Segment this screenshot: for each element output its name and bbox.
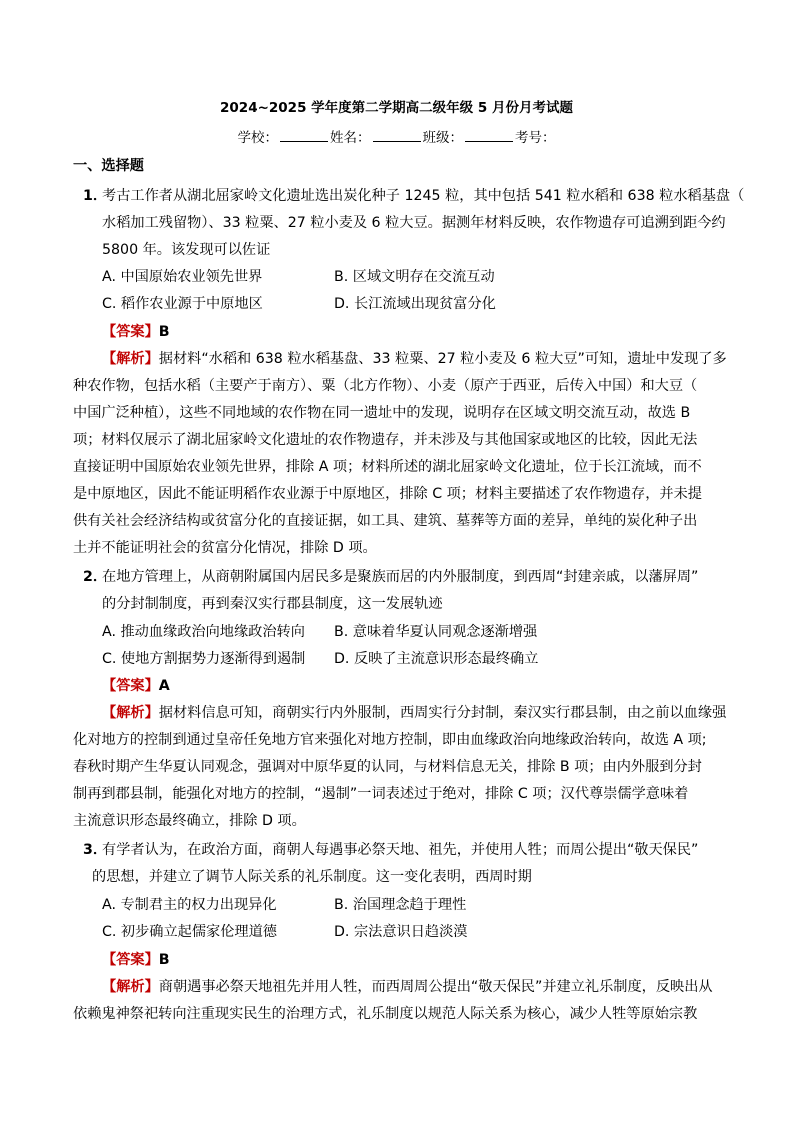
q3-option-b: B. 治国理念趋于理性: [334, 897, 467, 913]
q1-stem-line-1: 考古工作者从湖北屈家岭文化遗址选出炭化种子 1245 粒，其中包括 541 粒水稻和 638 粒水稻基盘（: [102, 188, 745, 204]
school-blank[interactable]: [280, 127, 328, 142]
q1-explanation-line-5: 直接证明中国原始农业领先世界，排除 A 项；材料所述的湖北屈家岭文化遗址，位于长江流域，而不: [73, 459, 702, 475]
q1-explanation-line-3: 中国广泛种植），这些不同地域的农作物在同一遗址中的发现，说明存在区域文明交流互动，故选 B: [73, 405, 691, 421]
q1-option-c: C. 稻作农业源于中原地区: [102, 296, 263, 312]
q3-explanation-line-1: [102, 977, 713, 997]
q2-number: 2．: [83, 569, 108, 585]
q3-stem-line-1: 有学者认为，在政治方面，商朝人每遇事必祭天地、祖先，并使用人牲；而周公提出“敬天保民”: [102, 842, 699, 858]
answer-label: 【答案】: [102, 678, 159, 694]
q1-explanation-line-4: 项；材料仅展示了湖北屈家岭文化遗址的农作物遗存，并未涉及与其他国家或地区的比较，因此无法: [73, 432, 698, 448]
answer-label: 【答案】: [102, 324, 159, 340]
q1-explanation-line-2: 种农作物，包括水稻（主要产于南方）、粟（北方作物）、小麦（原产于西亚，后传入中国）和大豆（: [73, 378, 698, 394]
q1-option-a: A. 中国原始农业领先世界: [102, 269, 263, 285]
q3-stem-line-2: 的思想，并建立了调节人际关系的礼乐制度。这一变化表明，西周时期: [92, 869, 532, 885]
explanation-label: 【解析】: [102, 705, 159, 721]
name-label: 姓名：: [330, 130, 371, 146]
q1-explanation-line-7: 供有关社会经济结构或贫富分化的直接证据，如工具、建筑、墓葬等方面的差异，单纯的炭化种子出: [73, 513, 698, 529]
q2-explanation-line-2: 化对地方的控制到通过皇帝任免地方官来强化对地方控制，即由血缘政治向地缘政治转向，故选 A 项;: [73, 732, 707, 748]
q3-explanation-line-2: 依赖鬼神祭祀转向注重现实民生的治理方式，礼乐制度以规范人际关系为核心，减少人牲等原始宗教: [73, 1006, 698, 1022]
q1-explanation-line-1: [102, 349, 727, 369]
answer-value: B: [158, 324, 170, 340]
q1-answer: [102, 322, 170, 342]
explanation-text: 据材料信息可知，商朝实行内外服制，西周实行分封制，秦汉实行郡县制，由之前以血缘强: [158, 705, 727, 721]
q1-option-b: B. 区域文明存在交流互动: [334, 269, 495, 285]
explanation-text: 商朝遇事必祭天地祖先并用人牲，而西周周公提出“敬天保民”并建立礼乐制度，反映出从: [158, 979, 713, 995]
class-blank[interactable]: [465, 127, 513, 142]
q3-number: 3．: [83, 842, 108, 858]
school-label: 学校：: [237, 130, 278, 146]
q2-stem-line-2: 的分封制制度，再到秦汉实行郡县制度，这一发展轨迹: [102, 596, 443, 612]
q2-stem-line-1: 在地方管理上，从商朝附属国内居民多是聚族而居的内外服制度，到西周“封建亲戚，以藩屏周”: [102, 569, 699, 585]
name-blank[interactable]: [373, 127, 421, 142]
explanation-label: 【解析】: [102, 351, 159, 367]
q1-stem-line-3: 5800 年。该发现可以佐证: [102, 242, 271, 258]
q2-explanation-line-1: [102, 703, 726, 723]
explanation-label: 【解析】: [102, 979, 159, 995]
q3-option-c: C. 初步确立起儒家伦理道德: [102, 924, 277, 940]
q3-option-d: D. 宗法意识日趋淡漠: [334, 924, 468, 940]
q2-option-c: C. 使地方割据势力逐渐得到遏制: [102, 651, 306, 667]
q1-option-d: D. 长江流域出现贫富分化: [334, 296, 496, 312]
q2-option-a: A. 推动血缘政治向地缘政治转向: [102, 624, 305, 640]
q2-answer: [102, 676, 170, 696]
q2-option-b: B. 意味着华夏认同观念逐渐增强: [334, 624, 538, 640]
class-label: 班级：: [422, 130, 463, 146]
explanation-text: 据材料“水稻和 638 粒水稻基盘、33 粒粟、27 粒小麦及 6 粒大豆”可知，遗址中发现了多: [158, 351, 727, 367]
student-info-line: [0, 127, 793, 148]
answer-value: A: [158, 678, 170, 694]
q2-option-d: D. 反映了主流意识形态最终确立: [334, 651, 539, 667]
number-label: 考号：: [515, 130, 556, 146]
answer-value: B: [158, 952, 170, 968]
answer-label: 【答案】: [102, 952, 159, 968]
q2-explanation-line-4: 制再到郡县制，能强化对地方的控制，“遏制”一词表述过于绝对，排除 C 项；汉代尊崇儒学意味着: [73, 786, 689, 802]
q1-stem-line-2: 水稻加工残留物）、33 粒粟、27 粒小麦及 6 粒大豆。据测年材料反映，农作物遗存可追溯到距今约: [102, 215, 726, 231]
exam-title: 2024~2025 学年度第二学期高二级年级 5 月份月考试题: [220, 100, 573, 116]
q2-explanation-line-3: 春秋时期产生华夏认同观念，强调对中原华夏的认同，与材料信息无关，排除 B 项；由内外服到分封: [73, 759, 702, 775]
q3-option-a: A. 专制君主的权力出现异化: [102, 897, 277, 913]
section-heading: 一、选择题: [73, 158, 144, 174]
q1-number: 1．: [83, 188, 108, 204]
q2-explanation-line-5: 主流意识形态最终确立，排除 D 项。: [73, 813, 306, 829]
q1-explanation-line-8: 土并不能证明社会的贫富分化情况，排除 D 项。: [73, 540, 377, 556]
q3-answer: [102, 950, 170, 970]
q1-explanation-line-6: 是中原地区，因此不能证明稻作农业源于中原地区，排除 C 项；材料主要描述了农作物遗存，并未提: [73, 486, 702, 502]
